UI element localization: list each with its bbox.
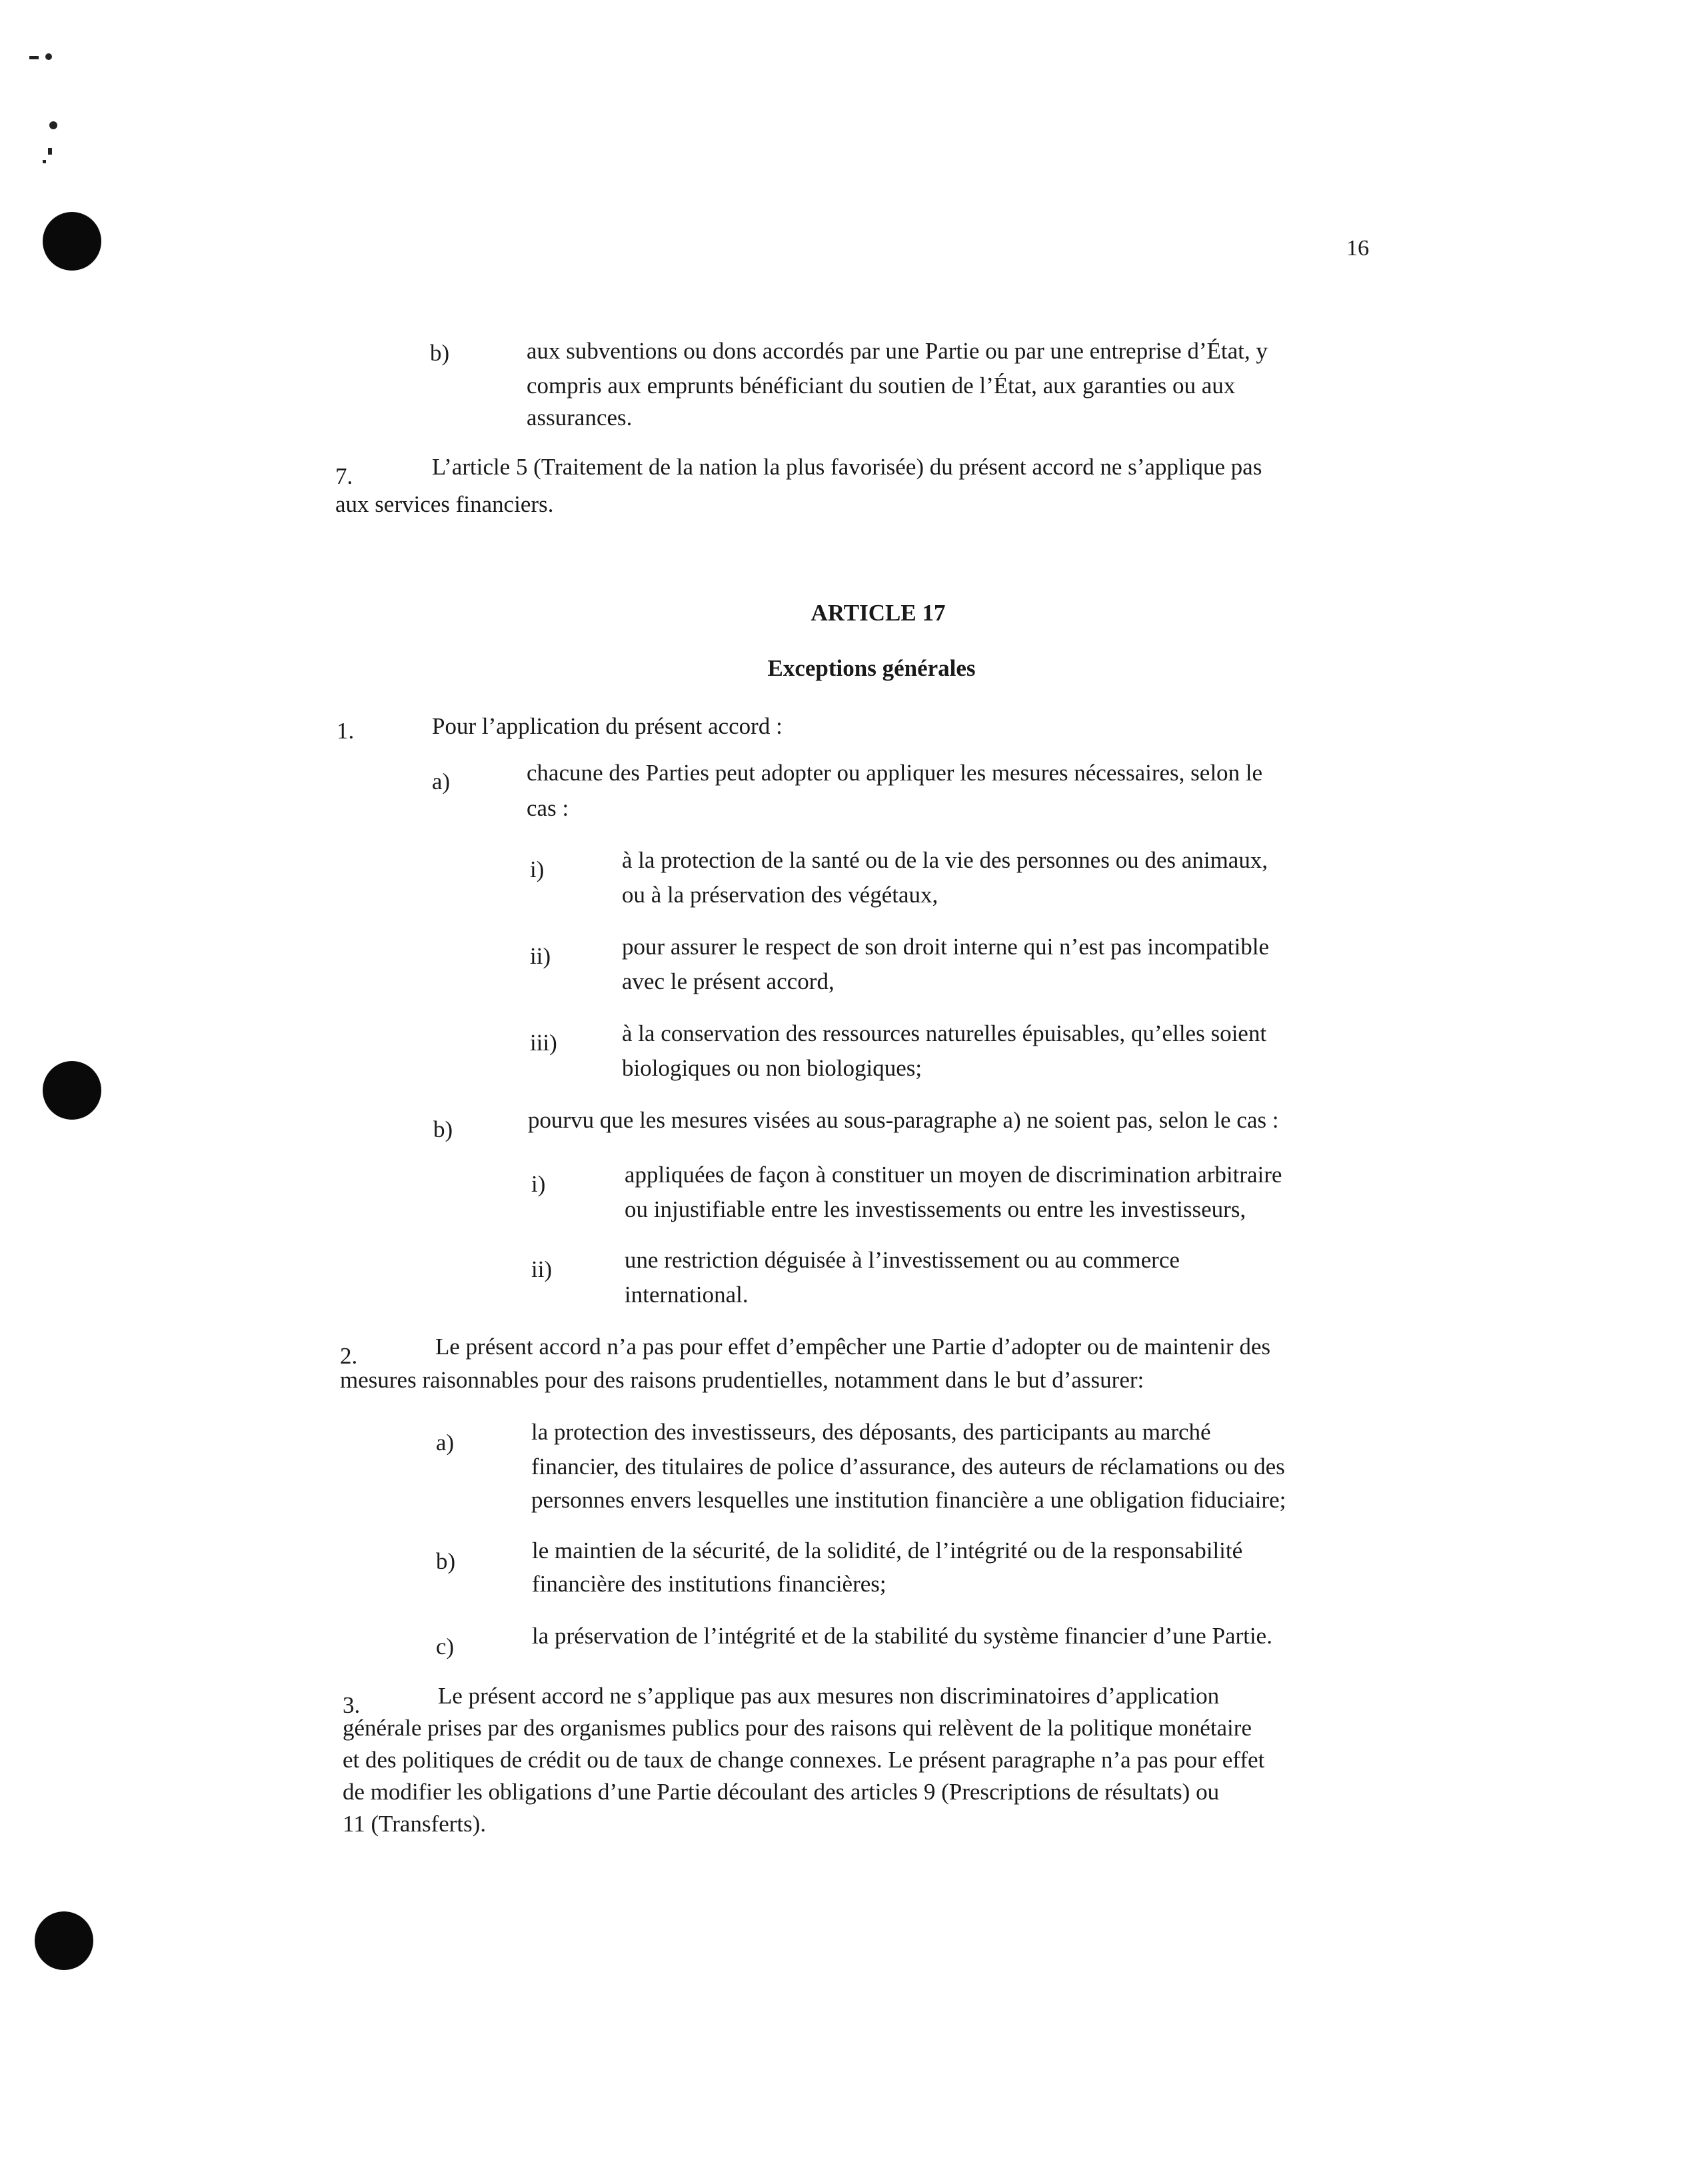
list-label: b) <box>436 1548 456 1574</box>
sublist-label: ii) <box>530 943 551 969</box>
sublist-item-line: avec le présent accord, <box>622 968 835 994</box>
sublist-label: i) <box>530 856 545 882</box>
list-label: b) <box>430 340 450 366</box>
list-item-line: aux subventions ou dons accordés par une Partie ou par une entreprise d’État, y <box>527 338 1268 364</box>
article-heading: ARTICLE 17 <box>811 600 946 626</box>
list-label: a) <box>436 1430 455 1456</box>
paragraph-number: 7. <box>335 463 353 489</box>
paragraph-intro: Pour l’application du présent accord : <box>432 713 783 739</box>
paragraph-number: 3. <box>343 1692 361 1718</box>
list-item-line: personnes envers lesquelles une institution financière a une obligation fiduciaire; <box>531 1487 1286 1513</box>
scan-speck <box>29 56 39 59</box>
sublist-item-line: à la conservation des ressources naturelles épuisables, qu’elles soient <box>622 1020 1267 1046</box>
paragraph-line: L’article 5 (Traitement de la nation la plus favorisée) du présent accord ne s’applique pas <box>432 454 1262 480</box>
list-item-line: le maintien de la sécurité, de la solidité, de l’intégrité ou de la responsabilité <box>532 1538 1243 1564</box>
paragraph-line: mesures raisonnables pour des raisons prudentielles, notamment dans le but d’assurer: <box>340 1367 1144 1393</box>
list-item-line: financière des institutions financières; <box>532 1571 886 1597</box>
paragraph-line: générale prises par des organismes publics pour des raisons qui relèvent de la politique monétaire <box>343 1715 1252 1741</box>
sublist-item-line: ou à la préservation des végétaux, <box>622 882 938 908</box>
sublist-label: i) <box>531 1171 546 1197</box>
punch-hole-bottom <box>35 1911 93 1970</box>
sublist-item-line: appliquées de façon à constituer un moyen de discrimination arbitraire <box>625 1162 1282 1188</box>
list-label: c) <box>436 1634 455 1659</box>
sublist-item-line: une restriction déguisée à l’investissement ou au commerce <box>625 1247 1180 1273</box>
paragraph-line: Le présent accord n’a pas pour effet d’empêcher une Partie d’adopter ou de maintenir des <box>435 1334 1270 1360</box>
list-item-line: la préservation de l’intégrité et de la stabilité du système financier d’une Partie. <box>532 1623 1272 1649</box>
article-title: Exceptions générales <box>767 655 976 681</box>
paragraph-number: 1. <box>337 718 355 744</box>
scan-speck <box>49 121 57 129</box>
paragraph-line: et des politiques de crédit ou de taux de change connexes. Le présent paragraphe n’a pas pour effet <box>343 1747 1265 1773</box>
scan-speck <box>48 148 52 155</box>
scan-speck <box>43 160 46 163</box>
sublist-item-line: biologiques ou non biologiques; <box>622 1055 922 1081</box>
list-label: a) <box>432 768 451 794</box>
list-item-line: financier, des titulaires de police d’assurance, des auteurs de réclamations ou des <box>531 1454 1285 1480</box>
paragraph-line: Le présent accord ne s’applique pas aux mesures non discriminatoires d’application <box>438 1683 1220 1709</box>
sublist-label: ii) <box>531 1256 553 1282</box>
sublist-label: iii) <box>530 1030 557 1056</box>
list-item-line: la protection des investisseurs, des déposants, des participants au marché <box>531 1419 1211 1445</box>
scan-speck <box>45 53 52 60</box>
punch-hole-top <box>43 212 101 271</box>
sublist-item-line: à la protection de la santé ou de la vie des personnes ou des animaux, <box>622 847 1268 873</box>
list-item-line: compris aux emprunts bénéficiant du soutien de l’État, aux garanties ou aux <box>527 373 1236 399</box>
list-label: b) <box>433 1116 453 1142</box>
paragraph-line: 11 (Transferts). <box>343 1811 487 1837</box>
sublist-item-line: pour assurer le respect de son droit interne qui n’est pas incompatible <box>622 934 1269 960</box>
paragraph-number: 2. <box>340 1343 358 1369</box>
sublist-item-line: ou injustifiable entre les investissements ou entre les investisseurs, <box>625 1196 1246 1222</box>
page-number: 16 <box>1346 236 1369 261</box>
list-item-line: assurances. <box>527 405 633 431</box>
sublist-item-line: international. <box>625 1282 749 1308</box>
punch-hole-middle <box>43 1061 101 1120</box>
paragraph-line: de modifier les obligations d’une Partie découlant des articles 9 (Prescriptions de résultats) ou <box>343 1779 1220 1805</box>
list-item-line: pourvu que les mesures visées au sous-paragraphe a) ne soient pas, selon le cas : <box>528 1107 1279 1133</box>
paragraph-line: aux services financiers. <box>335 491 554 517</box>
list-item-line: chacune des Parties peut adopter ou appliquer les mesures nécessaires, selon le <box>527 760 1263 786</box>
list-item-line: cas : <box>527 795 569 821</box>
